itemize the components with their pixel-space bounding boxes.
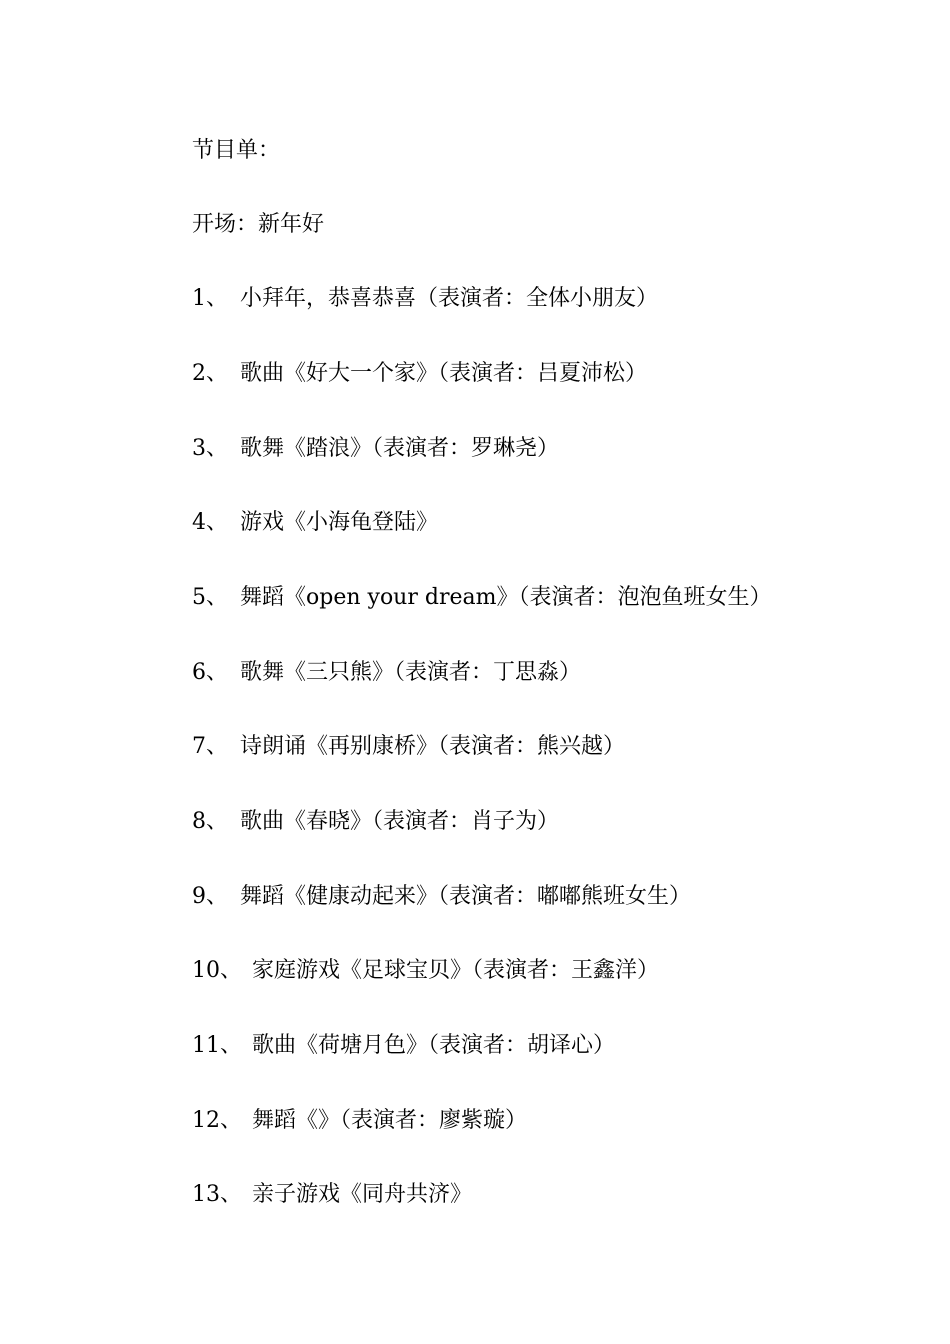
list-item xyxy=(192,508,438,538)
item-text: 舞蹈《》（表演者：廖紫璇） xyxy=(252,1108,528,1133)
item-number: 10、 xyxy=(192,958,242,983)
item-number: 6、 xyxy=(192,660,228,685)
item-text: 歌曲《好大一个家》（表演者：吕夏沛松） xyxy=(240,361,648,386)
item-number: 9、 xyxy=(192,884,228,909)
item-text: 歌曲《荷塘月色》（表演者：胡译心） xyxy=(252,1033,616,1058)
item-number: 7、 xyxy=(192,734,228,759)
item-number: 3、 xyxy=(192,436,228,461)
item-text: 小拜年，恭喜恭喜（表演者：全体小朋友） xyxy=(240,286,659,311)
item-text: 家庭游戏《足球宝贝》（表演者：王鑫洋） xyxy=(252,958,660,983)
list-item xyxy=(192,882,691,912)
list-item xyxy=(192,1180,472,1210)
item-text: 歌舞《踏浪》（表演者：罗琳尧） xyxy=(240,436,560,461)
item-text: 歌曲《春晓》（表演者：肖子为） xyxy=(240,809,560,834)
item-number: 5、 xyxy=(192,585,228,610)
list-item xyxy=(192,434,559,464)
item-number: 4、 xyxy=(192,510,228,535)
item-number: 2、 xyxy=(192,361,228,386)
item-number: 8、 xyxy=(192,809,228,834)
item-text: 舞蹈《健康动起来》（表演者：嘟嘟熊班女生） xyxy=(240,884,692,909)
list-item xyxy=(192,1031,615,1061)
item-number: 1、 xyxy=(192,286,228,311)
item-number: 12、 xyxy=(192,1108,242,1133)
list-item xyxy=(192,1106,527,1136)
list-item xyxy=(192,807,559,837)
list-item xyxy=(192,732,625,762)
list-item xyxy=(192,284,658,314)
item-number: 13、 xyxy=(192,1182,242,1207)
list-item xyxy=(192,956,659,986)
item-number: 11、 xyxy=(192,1033,242,1058)
item-text: 亲子游戏《同舟共济》 xyxy=(252,1182,473,1207)
program-heading: 节目单： xyxy=(192,138,281,163)
item-text: 舞蹈《open your dream》（表演者：泡泡鱼班女生） xyxy=(240,585,772,610)
list-item xyxy=(192,359,647,389)
item-text: 歌舞《三只熊》（表演者：丁思淼） xyxy=(240,660,582,685)
list-item xyxy=(192,583,771,613)
list-item xyxy=(192,658,581,688)
item-text: 诗朗诵《再别康桥》（表演者：熊兴越） xyxy=(240,734,626,759)
item-text: 游戏《小海龟登陆》 xyxy=(240,510,439,535)
opening-line: 开场：新年好 xyxy=(192,212,325,237)
